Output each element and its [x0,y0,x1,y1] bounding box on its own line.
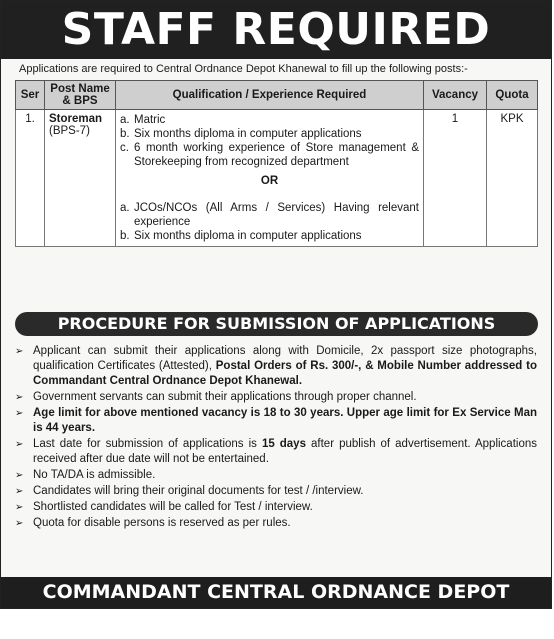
qualification-list-a [120,113,419,169]
header-vacancy: Vacancy [424,81,487,110]
list-item [15,344,537,389]
plain-text: Government servants can submit their applications through proper channel. [33,391,417,403]
plain-text: Shortlisted candidates will be called for Test / interview. [33,501,313,513]
item-text [33,484,537,499]
bold-text: 15 days [261,438,306,450]
procedure-heading: PROCEDURE FOR SUBMISSION OF APPLICATIONS [15,312,538,336]
arrow-bullet-icon: ➢ [15,346,24,357]
qualification-item [120,201,419,229]
list-item [15,500,537,515]
item-text [33,516,537,531]
item-text [33,500,537,515]
post-cell [45,110,116,247]
item-letter: a. [120,202,130,214]
item-text [33,344,537,389]
or-separator: OR [260,175,279,187]
arrow-bullet-icon: ➢ [15,408,24,419]
header-quota: Quota [487,81,538,110]
posts-table [15,80,538,247]
item-text [33,437,537,467]
item-letter: a. [120,114,130,126]
list-item [15,516,537,531]
table-row [16,110,538,247]
list-item [15,484,537,499]
item-text: Six months diploma in computer applications [134,128,362,140]
vacancy-cell: 1 [424,110,487,247]
plain-text: No TA/DA is admissible. [33,469,156,481]
item-letter: b. [120,128,130,140]
list-item [15,406,537,436]
intro-text: Applications are required to Central Ordnance Depot Khanewal to fill up the following posts:- [19,63,468,75]
list-item [15,390,537,405]
arrow-bullet-icon: ➢ [15,392,24,403]
arrow-bullet-icon: ➢ [15,518,24,529]
item-text: JCOs/NCOs (All Arms / Services) Having relevant experience [134,202,419,228]
item-text [33,406,537,436]
quota-cell: KPK [487,110,538,247]
qualification-item [120,113,419,127]
qualification-cell [116,110,424,247]
procedure-list [15,344,537,532]
item-text: Six months diploma in computer applications [134,230,362,242]
post-name: Storeman [49,113,103,125]
qualification-item [120,127,419,141]
list-item [15,468,537,483]
plain-text: Applicant can submit their applications along with Domicile, 2x passport size photographs, qualification Certificates (Attested), [33,345,537,372]
qualification-list-b [120,201,419,243]
item-letter: b. [120,230,130,242]
item-text [33,390,537,405]
table-header-row [16,81,538,110]
arrow-bullet-icon: ➢ [15,439,24,450]
ad-title: STAFF REQUIRED [61,4,491,55]
arrow-bullet-icon: ➢ [15,486,24,497]
item-letter: c. [120,142,129,154]
list-item [15,437,537,467]
qualification-item [120,229,419,243]
header-post: Post Name & BPS [45,81,116,110]
qualification-item [120,141,419,169]
item-text: Matric [134,114,166,126]
footer-signatory: COMMANDANT CENTRAL ORDNANCE DEPOT KHANEWAL [1,577,551,608]
item-text: 6 month working experience of Store management & Storekeeping from recognized department [134,142,419,168]
header-ser: Ser [16,81,45,110]
post-bps: (BPS-7) [49,125,90,137]
plain-text: Quota for disable persons is reserved as per rules. [33,517,291,529]
bold-text: Age limit for above mentioned vacancy is 18 to 30 years. Upper age limit for Ex Service Man is 44 years. [33,407,537,434]
arrow-bullet-icon: ➢ [15,502,24,513]
plain-text: Candidates will bring their original documents for test / /interview. [33,485,364,497]
title-banner [1,1,551,59]
plain-text: after publish of advertisement. Applications received after due date will not be entertained. [33,438,537,465]
arrow-bullet-icon: ➢ [15,470,24,481]
plain-text: Last date for submission of applications is [33,438,262,450]
bold-text: Postal Orders of Rs. 300/-, & Mobile Number addressed to Commandant Central Ordnance Depot Khanewal. [33,360,537,387]
item-text [33,468,537,483]
ser-cell: 1. [16,110,45,247]
header-qualification: Qualification / Experience Required [116,81,424,110]
